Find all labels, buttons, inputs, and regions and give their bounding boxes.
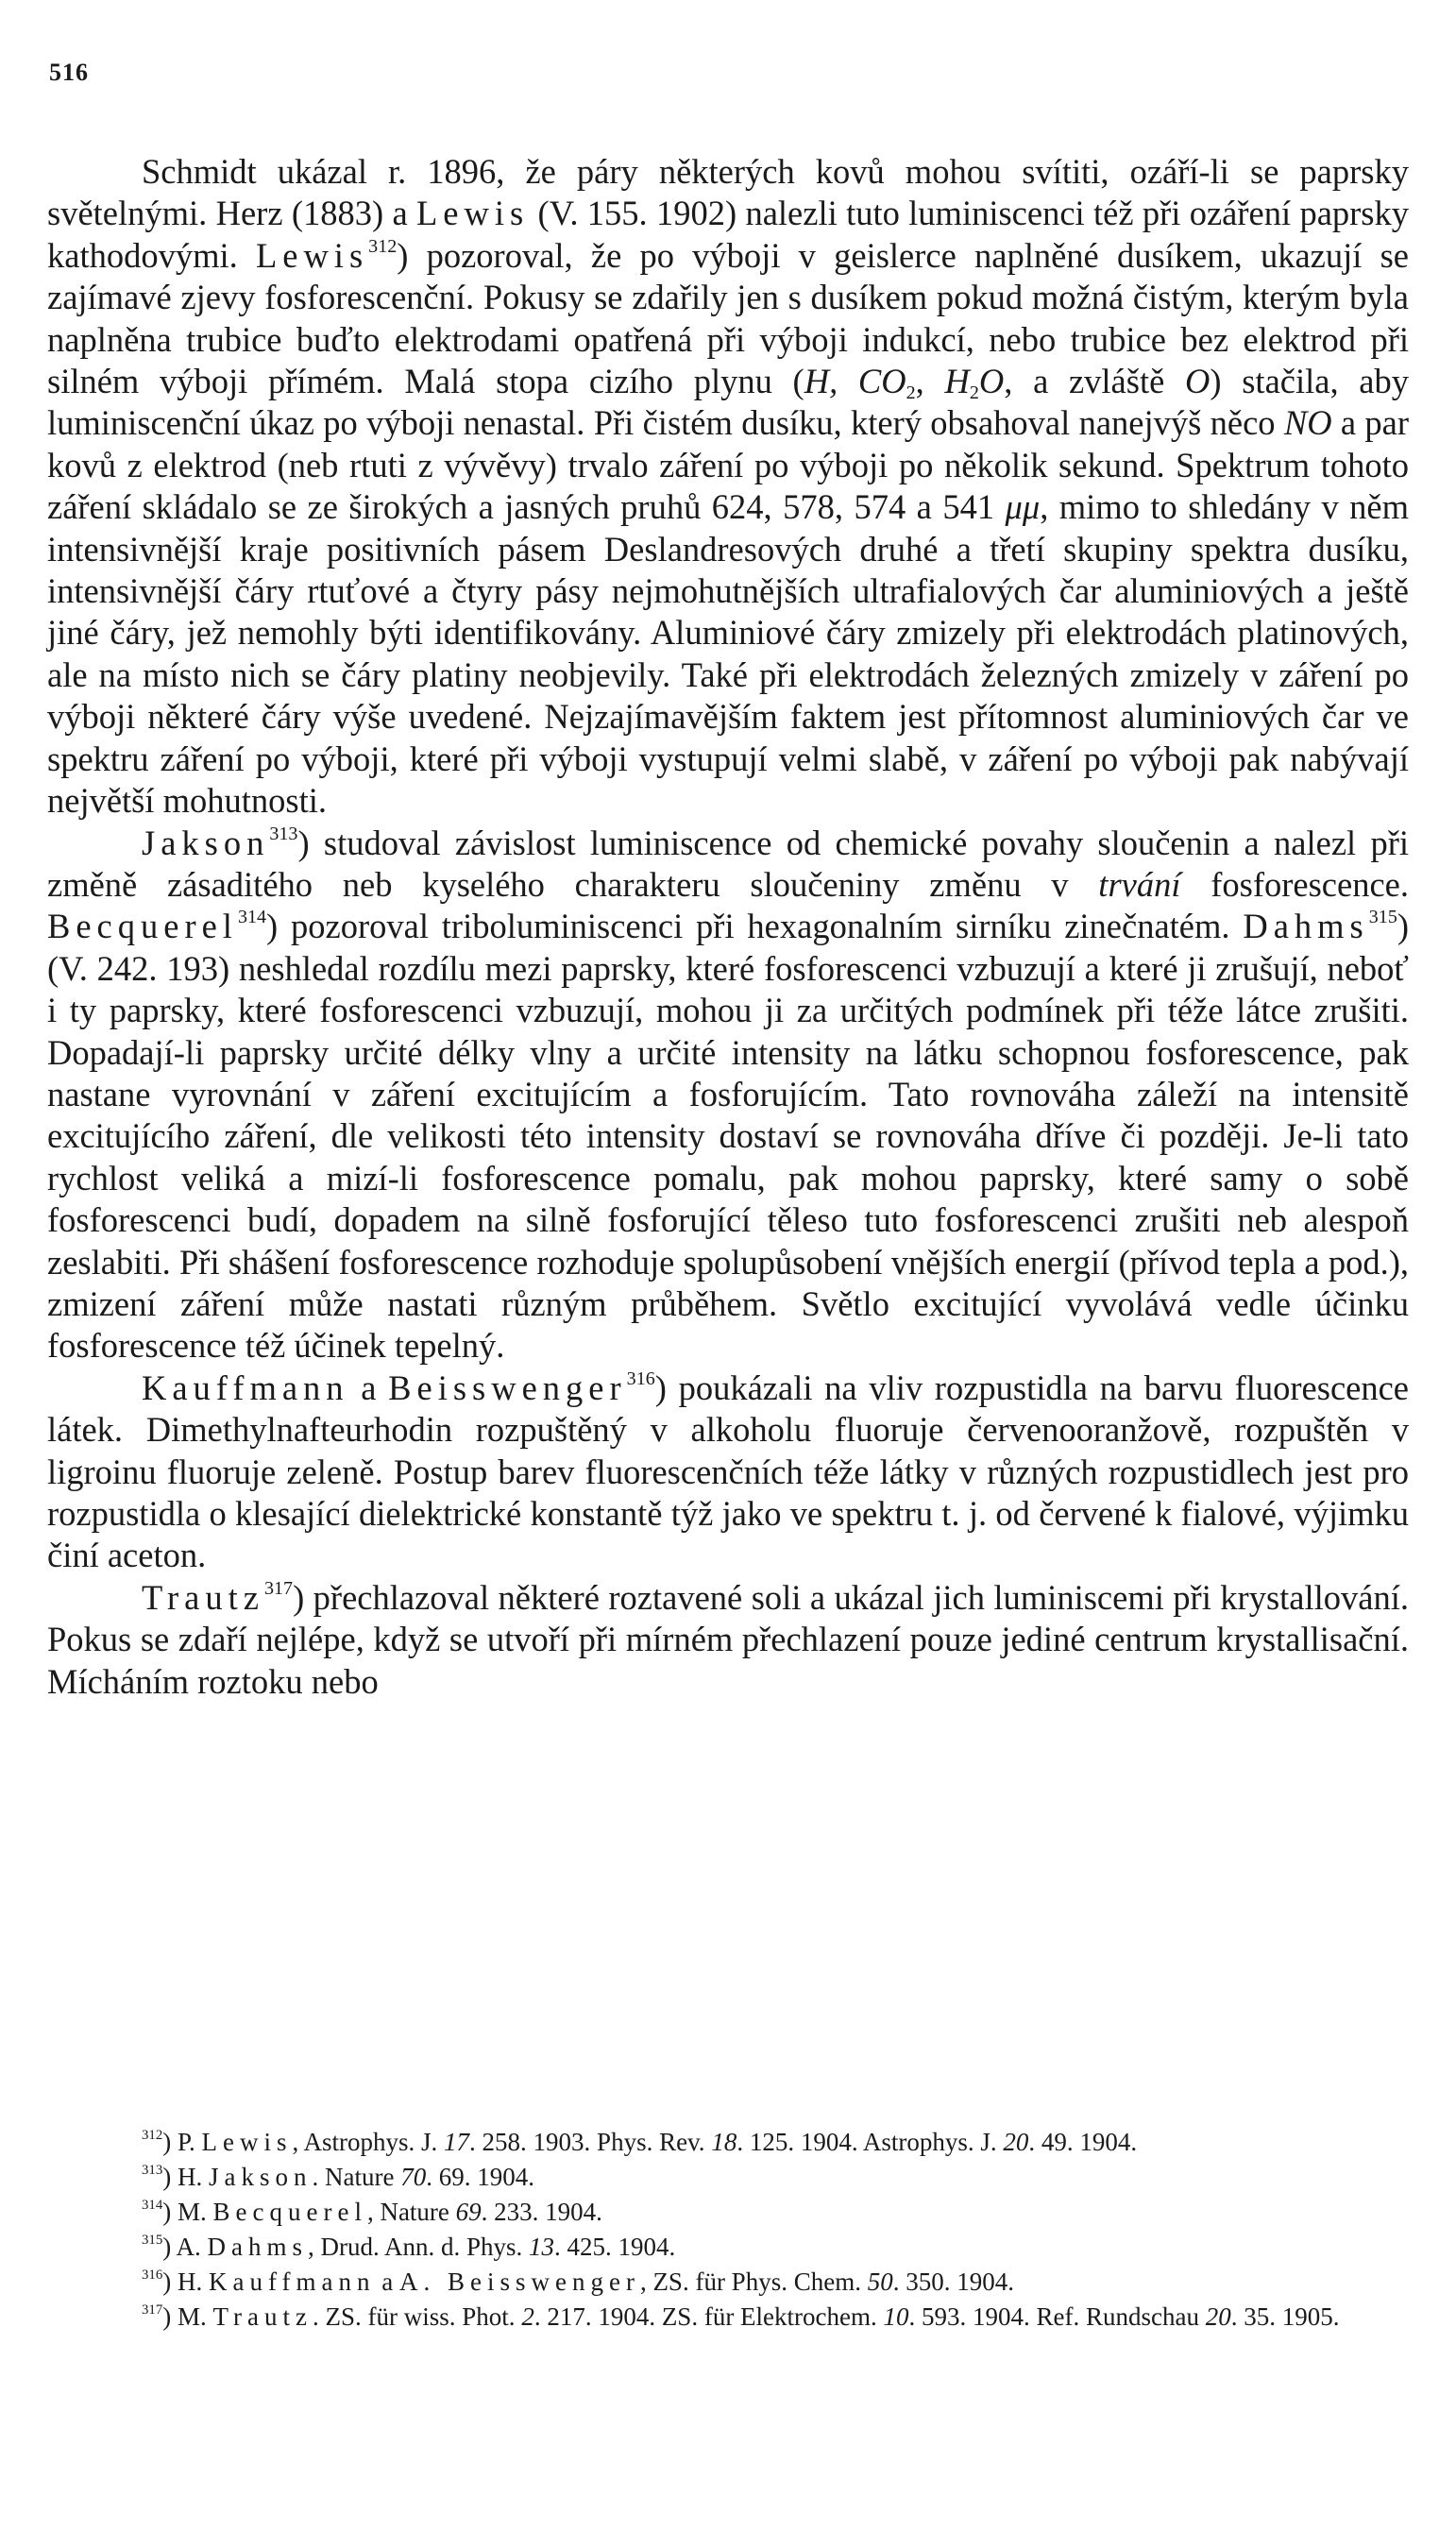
- text-sup: 315: [1368, 907, 1397, 928]
- text-italic: 2: [521, 2302, 534, 2331]
- text-run: ) pozoroval triboluminiscenci při hexagonalním sirníku zinečnatém.: [266, 907, 1244, 946]
- text-spaced: Lewis: [255, 235, 369, 275]
- text-run: ) stačila, aby luminiscenční úkaz po výboji nenastal. Při čistém dusíku, který obsahoval nanejvýš něco: [47, 362, 1409, 443]
- text-spaced: Jakson: [142, 823, 270, 862]
- footnote-314: [47, 2195, 1409, 2230]
- text-run: . 125. 1904. Astrophys. J.: [736, 2128, 1004, 2156]
- text-run: ) H.: [162, 2163, 210, 2191]
- text-sup: 312: [142, 2128, 163, 2144]
- text-spaced: Becquerel: [212, 2198, 367, 2226]
- text-run: . 49. 1904.: [1028, 2128, 1138, 2156]
- footnotes: [47, 2125, 1409, 2335]
- text-run: Schmidt ukázal r. 1896, že páry některých kovů mohou svítiti, ozáří-li se paprsky světelnými. Herz (1883) a: [47, 152, 1409, 233]
- text-italic: NO: [1283, 403, 1332, 443]
- text-run: ,: [915, 362, 945, 401]
- footnote-315: [47, 2230, 1409, 2265]
- text-spaced: Dahms: [1243, 907, 1369, 946]
- text-run: . 593. 1904. Ref. Rundschau: [908, 2302, 1206, 2331]
- text-run: ) H.: [162, 2268, 210, 2296]
- text-italic: 70: [400, 2163, 427, 2191]
- text-italic: O: [1185, 362, 1211, 401]
- text-sup: 314: [142, 2198, 163, 2214]
- text-sup: 317: [142, 2302, 163, 2319]
- text-run: . 350. 1904.: [892, 2268, 1014, 2296]
- footnote-312: [47, 2125, 1409, 2160]
- text-run: ) M.: [162, 2198, 213, 2226]
- text-italic: H, CO: [804, 362, 906, 401]
- text-sup: 314: [237, 907, 267, 928]
- text-run: . 35. 1905.: [1230, 2302, 1340, 2331]
- text-spaced: Trautz: [142, 1577, 264, 1617]
- footnote-313: [47, 2160, 1409, 2195]
- text-run: ) pozoroval, že po výboji v geislerce naplněné dusíkem, ukazují se zajímavé zjevy fosforescenční. Pokusy se zdařily jen s dusíkem pokud možná čistým, kterým byla naplněna trubice buďto elektrodami opatřená při výboji indukcí, nebo trubice bez elektrod při silném výboji přímém. Malá stopa cizího plynu (: [47, 235, 1409, 401]
- text-sup: 313: [269, 823, 298, 844]
- text-spaced: Lewis: [416, 194, 530, 233]
- text-spaced: Dahms: [207, 2233, 309, 2261]
- text-run: a: [348, 1367, 389, 1407]
- text-italic: trvání: [1098, 864, 1181, 904]
- paragraph-jakson: [47, 823, 1409, 1367]
- body-text: [47, 151, 1409, 1703]
- text-spaced: Kauffmann: [209, 2268, 376, 2296]
- text-run: , Astrophys. J.: [292, 2128, 445, 2156]
- text-spaced: Beisswenger: [388, 1367, 627, 1407]
- text-sup: 316: [626, 1367, 655, 1389]
- text-italic: 17: [444, 2128, 470, 2156]
- text-run: a: [375, 2268, 399, 2296]
- text-run: ) A.: [162, 2233, 208, 2261]
- text-run: ) (V. 242. 193) neshledal rozdílu mezi paprsky, které fosforescenci vzbuzují a které ji zrušují, neboť i ty paprsky, které fosforescenci vzbuzují, mohou ji za určitých podmínek při téže látce zrušiti. Dopadají-li paprsky určité délky vlny a určité intensity na látku schopnou fosforescence, pak nastane vyrovnání v záření excitujícím a fosforujícím. Tato rovnováha záleží na intensitě excitujícího záření, dle velikosti této intensity dostaví se rovnováha dříve či později. Je-li tato rychlost veliká a mizí-li fosforescence pomalu, pak mohou paprsky, které samy o sobě fosforescenci budí, dopadem na silně fosforující těleso tuto fosforescenci zrušiti neb alespoň zeslabiti. Při shášení fosforescence rozhoduje spolupůsobení vnějších energií (přívod tepla a pod.), zmizení záření může nastati různým průběhem. Světlo excitující vyvolává vedle účinku fosforescence též účinek tepelný.: [47, 907, 1409, 1366]
- text-run: . Nature: [312, 2163, 401, 2191]
- text-spaced: A. Beisswenger: [398, 2268, 640, 2296]
- paragraph-kauffmann: [47, 1367, 1409, 1577]
- text-run: , mimo to shledány v něm intensivnější kraje positivních pásem Deslandresových druhé a třetí skupiny spektra dusíku, intensivnější čáry rtuťové a čtyry pásy nejmohutnějších ultrafialových čar aluminiových a ještě jiné čáry, jež nemohly býti identifikovány. Aluminiové čáry zmizely při elektrodách platinových, ale na místo nich se čáry platiny neobjevily. Také při elektrodách železných zmizely v záření po výboji některé čáry výše uvedené. Nejzajímavějším faktem jest přítomnost aluminiových čar ve spektru záření po výboji, které při výboji vystupují velmi slabě, v záření po výboji pak nabývají největší mohutnosti.: [47, 487, 1409, 821]
- text-italic: 69: [455, 2198, 482, 2226]
- text-spaced: Becquerel: [47, 907, 238, 946]
- text-sub: 2: [906, 382, 916, 404]
- text-italic: 13: [529, 2233, 555, 2261]
- text-italic: O: [978, 362, 1005, 401]
- text-run: ) studoval závislost luminiscence od chemické povahy sloučenin a nalezl při změně zásaditého neb kyselého charakteru sloučeniny změnu v: [47, 823, 1409, 904]
- text-run: ) M.: [162, 2302, 213, 2331]
- text-run: , Nature: [366, 2198, 456, 2226]
- text-run: . ZS. für wiss. Phot.: [313, 2302, 522, 2331]
- text-run: . 233. 1904.: [481, 2198, 602, 2226]
- text-spaced: Jakson: [209, 2163, 313, 2191]
- text-spaced: Lewis: [201, 2128, 293, 2156]
- text-spaced: Kauffmann: [142, 1367, 349, 1407]
- text-italic: 20: [1205, 2302, 1231, 2331]
- footnote-317: [47, 2300, 1409, 2335]
- text-italic: μμ: [1005, 487, 1041, 527]
- text-italic: 18: [711, 2128, 737, 2156]
- text-sup: 312: [368, 235, 398, 257]
- text-sup: 313: [142, 2163, 163, 2179]
- text-sup: 315: [142, 2233, 163, 2249]
- text-run: ) přechlazoval některé roztavené soli a ukázal jich luminiscemi při krystallování. Pokus se zdaří nejlépe, když se utvoří při mírném přechlazení pouze jediné centrum krystallisační. Mícháním roztoku nebo: [47, 1577, 1409, 1701]
- text-run: , Drud. Ann. d. Phys.: [308, 2233, 530, 2261]
- text-run: fosforescence.: [1180, 864, 1409, 904]
- text-run: . 258. 1903. Phys. Rev.: [469, 2128, 712, 2156]
- text-sub: 2: [969, 382, 979, 404]
- text-run: a par kovů z elektrod (neb rtuti z vývěvy) trvalo záření po výboji po několik sekund. Spektrum tohoto záření skládalo se ze širokých a jasných pruhů 624, 578, 574 a 541: [47, 403, 1410, 527]
- text-run: , a zvláště: [1004, 362, 1186, 401]
- text-run: ) poukázali na vliv rozpustidla na barvu fluorescence látek. Dimethylnafteurhodin rozpuštěný v alkoholu fluoruje červenooranžově, rozpuštěn v ligroinu fluoruje zeleně. Postup barev fluorescenčních téže látky v různých rozpustidlech jest pro rozpustidla o klesající dielektrické konstantě týž jako ve spektru t. j. od červené k fialové, výjimku činí aceton.: [47, 1367, 1410, 1575]
- text-run: , ZS. für Phys. Chem.: [639, 2268, 868, 2296]
- text-sup: 317: [263, 1577, 294, 1599]
- text-italic: H: [944, 362, 970, 401]
- text-run: . 425. 1904.: [554, 2233, 676, 2261]
- text-run: ) P.: [162, 2128, 202, 2156]
- text-run: . 69. 1904.: [426, 2163, 534, 2191]
- text-run: (V. 155. 1902) nalezli tuto luminiscenci též při ozáření paprsky kathodovými.: [47, 194, 1410, 275]
- footnote-316: [47, 2265, 1409, 2300]
- text-spaced: Trautz: [212, 2302, 313, 2331]
- paragraph-lewis: [47, 151, 1409, 823]
- page-number: 516: [49, 59, 89, 86]
- text-italic: 50: [867, 2268, 893, 2296]
- text-italic: 10: [883, 2302, 909, 2331]
- paragraph-trautz: [47, 1577, 1409, 1703]
- text-run: . 217. 1904. ZS. für Elektrochem.: [533, 2302, 884, 2331]
- text-sup: 316: [142, 2268, 163, 2284]
- text-italic: 20: [1003, 2128, 1029, 2156]
